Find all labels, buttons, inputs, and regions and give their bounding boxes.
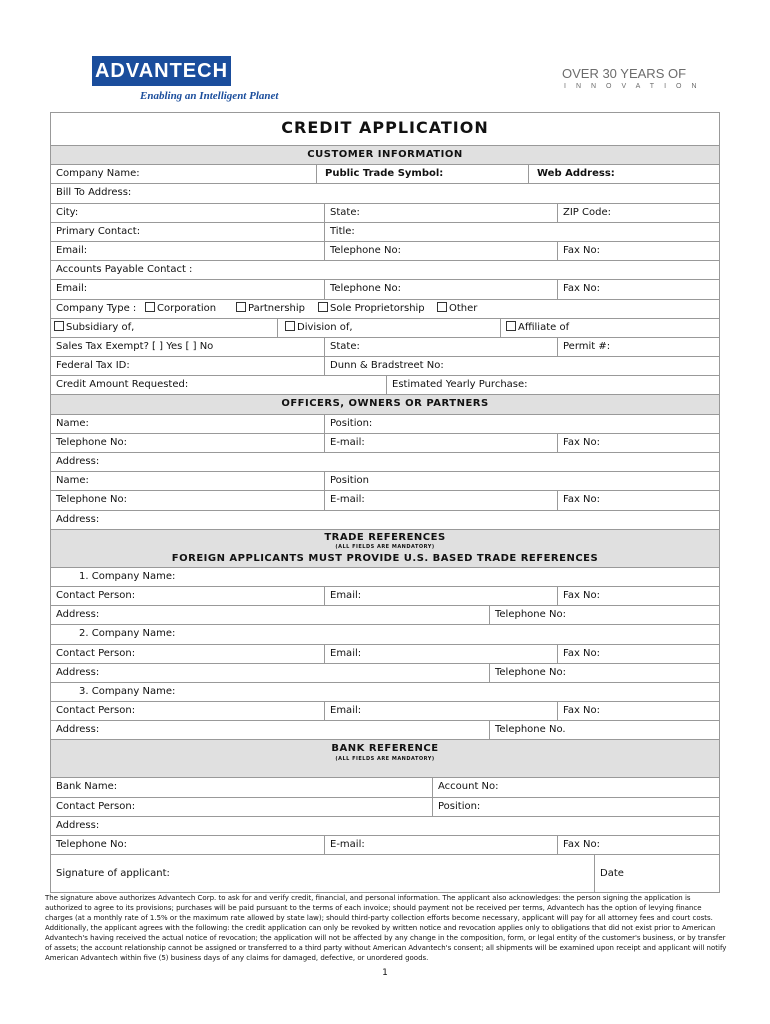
option-label: Partnership	[248, 302, 306, 314]
row-email2	[51, 279, 719, 298]
ref2-email-field[interactable]: Email:	[324, 645, 557, 663]
bank-name-field[interactable]: Bank Name:	[56, 781, 118, 793]
row-primary-contact	[51, 222, 719, 241]
row-officer2-name	[51, 471, 719, 490]
officer-telephone-field[interactable]: Telephone No:	[56, 436, 127, 448]
form-title: CREDIT APPLICATION	[281, 118, 489, 137]
checkbox-icon[interactable]	[145, 302, 155, 312]
credit-amount-field[interactable]: Credit Amount Requested:	[56, 379, 189, 391]
row-ref1-contact	[51, 586, 719, 605]
option-label: Division of,	[297, 321, 353, 333]
row-ref3-address	[51, 720, 719, 739]
row-ref3-contact	[51, 701, 719, 720]
bill-to-field[interactable]: Bill To Address:	[56, 187, 132, 199]
section-header-bank	[51, 739, 719, 777]
row-ref2-address	[51, 663, 719, 682]
officer-position-field[interactable]: Position:	[324, 415, 719, 433]
division-option[interactable]	[277, 319, 500, 337]
row-bank-contact	[51, 797, 719, 816]
checkbox-icon[interactable]	[437, 302, 447, 312]
row-ref1-address	[51, 605, 719, 624]
row-bank-name	[51, 777, 719, 796]
row-email	[51, 241, 719, 260]
row-credit	[51, 375, 719, 394]
officer2-name-field[interactable]: Name:	[56, 475, 89, 487]
row-city	[51, 203, 719, 222]
permit-field[interactable]: Permit #:	[557, 338, 719, 356]
officer-email-field[interactable]: E-mail:	[324, 434, 557, 452]
row-bank-phone	[51, 835, 719, 854]
company-type-label: Company Type :	[56, 302, 137, 314]
title-field[interactable]: Title:	[324, 223, 719, 241]
date-field[interactable]: Date	[594, 855, 719, 892]
tagline: Enabling an Intelligent Planet	[140, 90, 279, 102]
state-field[interactable]: State:	[324, 204, 557, 222]
checkbox-icon[interactable]	[318, 302, 328, 312]
city-field[interactable]: City:	[56, 206, 79, 218]
checkbox-icon[interactable]	[506, 321, 516, 331]
federal-tax-field[interactable]: Federal Tax ID:	[56, 360, 130, 372]
affiliate-option[interactable]	[500, 319, 719, 337]
section-header-officers	[51, 394, 719, 413]
legal-disclaimer: The signature above authorizes Advantech Corp. to ask for and verify credit, financial, and personal information. The applicant also acknowledges: the person signing the application is authorized to agree to its provisions; purchases will be paid pursuant to the terms of each invoice; should payment not be received per terms, Advantech has the option of levying finance charges (at a monthly rate of 1.5% or the maximum rate allowed by state law); should third-party collection efforts become necessary, applicant will pay for all attorney fees and court costs. Additionally, the applicant agrees with the following: the credit application can only be revoked by written notice and revocation applies only to obligations that did not exist prior to American Advantech's having received the actual notice of revocation; the application will not be affected by any change in the composition, form, or legal entity of the customer's business, or by transfer of assets; the account relationship cannot be assigned or transferred to a third party without American Advantech's consent; all shipments will be examined upon receipt and applicant will notify American Advantech within five (5) business days of any claims for damaged, defective, or unordered goods.	[45, 894, 727, 962]
option-label: Other	[449, 302, 478, 314]
advantech-logo	[92, 56, 231, 86]
public-trade-symbol-field[interactable]: Public Trade Symbol:	[316, 165, 528, 183]
ap-email-field[interactable]: Email:	[56, 283, 88, 295]
row-officer2-phone	[51, 490, 719, 509]
estimated-purchase-field[interactable]: Estimated Yearly Purchase:	[386, 376, 719, 394]
ref2-address-field[interactable]: Address:	[56, 666, 100, 678]
ref2-company-field[interactable]: 2. Company Name:	[79, 628, 176, 640]
bank-position-field[interactable]: Position:	[432, 798, 719, 816]
officer2-email-field[interactable]: E-mail:	[324, 491, 557, 509]
web-address-field[interactable]: Web Address:	[528, 165, 719, 183]
credit-application-form	[50, 112, 720, 893]
subsidiary-option[interactable]	[51, 319, 277, 337]
row-federal-tax	[51, 356, 719, 375]
bank-email-field[interactable]: E-mail:	[324, 836, 557, 854]
ref3-email-field[interactable]: Email:	[324, 702, 557, 720]
row-company	[51, 164, 719, 183]
ref3-fax-field[interactable]: Fax No:	[557, 702, 719, 720]
row-ref2-contact	[51, 644, 719, 663]
ref1-address-field[interactable]: Address:	[56, 609, 100, 621]
row-officer-address	[51, 452, 719, 471]
section-header-customer	[51, 145, 719, 164]
ref2-contact-field[interactable]: Contact Person:	[56, 647, 136, 659]
other-option[interactable]	[435, 300, 515, 318]
row-ref1-company	[51, 567, 719, 586]
section-title: CUSTOMER INFORMATION	[307, 149, 463, 160]
ref2-fax-field[interactable]: Fax No:	[557, 645, 719, 663]
option-label: Subsidiary of,	[66, 321, 135, 333]
bank-telephone-field[interactable]: Telephone No:	[56, 839, 127, 850]
tax-exempt-field[interactable]: Sales Tax Exempt? [ ] Yes [ ] No	[56, 340, 214, 352]
telephone-field[interactable]: Telephone No:	[324, 242, 557, 260]
innovation-text: INNOVATION	[564, 83, 707, 90]
option-label: Corporation	[157, 302, 217, 314]
mandatory-note: (ALL FIELDS ARE MANDATORY)	[335, 756, 435, 763]
zip-field[interactable]: ZIP Code:	[557, 204, 719, 222]
officer-address-field[interactable]: Address:	[56, 456, 100, 467]
officer2-position-field[interactable]: Position	[324, 472, 719, 490]
ref3-contact-field[interactable]: Contact Person:	[56, 705, 136, 717]
row-tax-exempt	[51, 337, 719, 356]
ap-telephone-field[interactable]: Telephone No:	[324, 280, 557, 298]
row-officer-phone	[51, 433, 719, 452]
checkbox-icon[interactable]	[236, 302, 246, 312]
bank-address-field[interactable]: Address:	[56, 819, 100, 831]
section-title: OFFICERS, OWNERS OR PARTNERS	[281, 398, 489, 410]
bank-contact-field[interactable]: Contact Person:	[56, 800, 136, 812]
corporation-option[interactable]	[143, 300, 238, 318]
row-officer-name	[51, 414, 719, 433]
section-header-trade	[51, 529, 719, 567]
row-subsidiary	[51, 318, 719, 337]
row-ref2-company	[51, 624, 719, 643]
option-label: Sole Proprietorship	[330, 302, 425, 314]
option-label: Affiliate of	[518, 321, 570, 333]
partnership-option[interactable]	[234, 300, 324, 318]
company-name-field[interactable]: Company Name:	[56, 168, 140, 180]
ref2-telephone-field[interactable]: Telephone No:	[489, 664, 719, 682]
officer2-fax-field[interactable]: Fax No:	[557, 491, 719, 509]
primary-contact-field[interactable]: Primary Contact:	[56, 225, 141, 237]
mandatory-note: (ALL FIELDS ARE MANDATORY)	[335, 543, 435, 550]
email-field[interactable]: Email:	[56, 244, 88, 256]
ref1-company-field[interactable]: 1. Company Name:	[79, 570, 176, 582]
checkbox-icon[interactable]	[54, 321, 64, 331]
bank-fax-field[interactable]: Fax No:	[557, 836, 719, 854]
ref3-company-field[interactable]: 3. Company Name:	[79, 685, 176, 697]
ref1-fax-field[interactable]: Fax No:	[557, 587, 719, 605]
row-bill-to	[51, 183, 719, 202]
sole-prop-option[interactable]	[316, 300, 436, 318]
checkbox-icon[interactable]	[285, 321, 295, 331]
ref3-telephone-field[interactable]: Telephone No.	[489, 721, 719, 739]
foreign-note: FOREIGN APPLICANTS MUST PROVIDE U.S. BASED TRADE REFERENCES	[171, 552, 599, 564]
signature-field[interactable]: Signature of applicant:	[56, 868, 170, 880]
ref1-contact-field[interactable]: Contact Person:	[56, 589, 136, 601]
tax-state-field[interactable]: State:	[324, 338, 557, 356]
ap-contact-field[interactable]: Accounts Payable Contact :	[56, 264, 193, 276]
page-number: 1	[382, 968, 388, 978]
section-title: TRADE REFERENCES	[324, 531, 446, 543]
ref3-address-field[interactable]: Address:	[56, 724, 100, 736]
ref1-email-field[interactable]: Email:	[324, 587, 557, 605]
years-badge: OVER 30 YEARS OF	[562, 66, 687, 81]
officer-name-field[interactable]: Name:	[56, 417, 89, 429]
account-field[interactable]: Account No:	[432, 778, 719, 796]
row-bank-address	[51, 816, 719, 835]
officer-fax-field[interactable]: Fax No:	[557, 434, 719, 452]
section-title: BANK REFERENCE	[331, 743, 439, 755]
logo-text: ADVANTECH	[94, 60, 229, 82]
ap-fax-field[interactable]: Fax No:	[557, 280, 719, 298]
dunn-field[interactable]: Dunn & Bradstreet No:	[324, 357, 719, 375]
row-ap-contact	[51, 260, 719, 279]
fax-field[interactable]: Fax No:	[557, 242, 719, 260]
row-ref3-company	[51, 682, 719, 701]
officer2-telephone-field[interactable]: Telephone No:	[56, 494, 127, 506]
row-officer2-address	[51, 510, 719, 529]
officer2-address-field[interactable]: Address:	[56, 513, 100, 525]
ref1-telephone-field[interactable]: Telephone No:	[489, 606, 719, 624]
row-company-type	[51, 299, 719, 318]
row-signature	[51, 854, 719, 892]
